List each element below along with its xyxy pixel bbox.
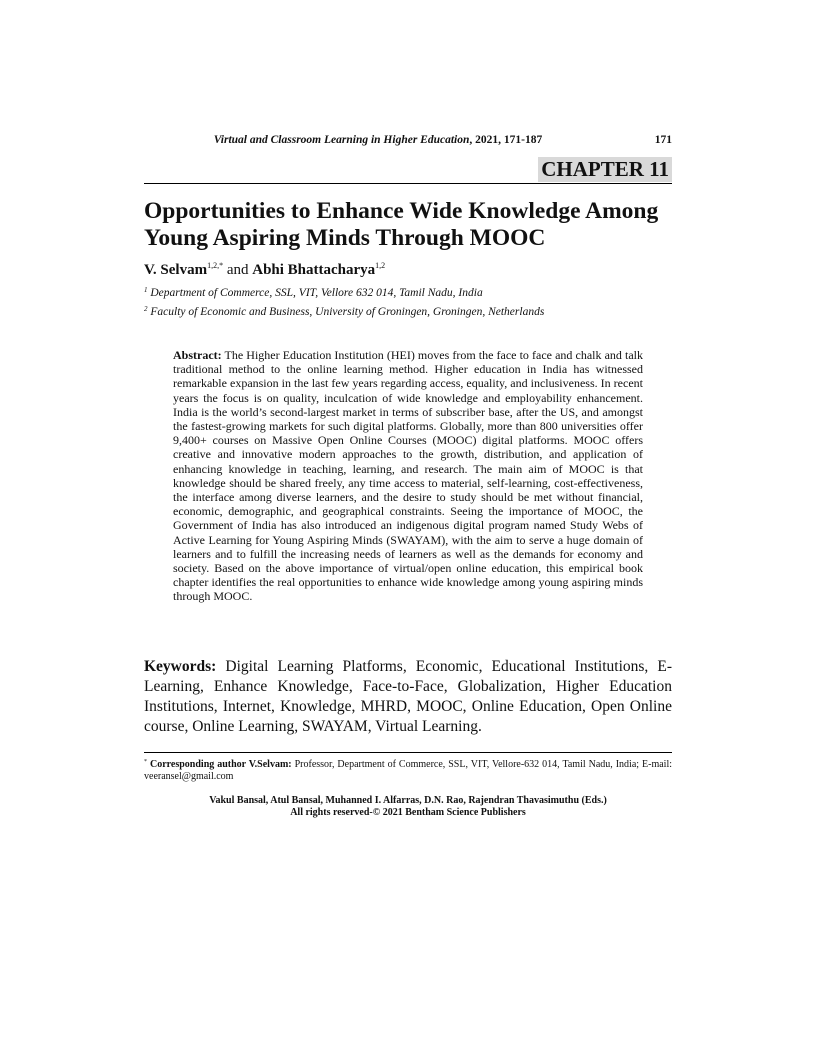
author-name: Abhi Bhattacharya — [252, 262, 376, 278]
author-line — [144, 261, 385, 279]
author-name: V. Selvam — [144, 262, 208, 278]
rights-line: All rights reserved-© 2021 Bentham Science Publishers — [290, 807, 526, 818]
chapter-title: Opportunities to Enhance Wide Knowledge Among Young Aspiring Minds Through MOOC — [144, 198, 659, 251]
affiliation-text: Faculty of Economic and Business, University of Groningen, Groningen, Netherlands — [150, 306, 545, 318]
abstract-text: The Higher Education Institution (HEI) moves from the face to face and chalk and talk traditional method to the online learning method. Higher education in India has witnessed remarkable expansion in the last few years regarding access, equality, and inclusiveness. In recent years the focus is on quality, inculcation of wide knowledge and employability enhancement. India is the world’s second-largest market in terms of subscriber base, after the US, and amongst the fastest-growing markets for such digital platforms. Globally, more than 800 universities offer 9,400+ courses on Massive Open Online Courses (MOOC) digital platforms. MOOC offers creative and innovative modern approaches to the growth, distribution, and application of enhancing knowledge in teaching, learning, and research. The main aim of MOOC is that knowledge should be shared freely, any time access to material, self-learning, cost-effectiveness, the interface among diverse learners, and the desire to study should be met without financial, economic, demographic, and geographical constraints. Seeing the importance of MOOC, the Government of India has also introduced an indigenous digital program named Study Webs of Active Learning for Young Aspiring Minds (SWAYAM), with the aim to serve a huge domain of learners and to fulfill the increasing needs of learners as well as the demands for economy and society. Based on the above importance of virtual/open online education, this empirical book chapter identifies the real opportunities to enhance wide knowledge among young aspiring minds through MOOC. — [173, 348, 643, 604]
chapter-label: CHAPTER 11 — [538, 157, 672, 182]
chapter-header — [144, 157, 672, 184]
affiliation-number: 2 — [144, 305, 148, 313]
author-affiliation-marker: 1,2 — [375, 261, 386, 270]
journal-title: Virtual and Classroom Learning in Higher Education — [213, 134, 470, 146]
author-affiliation-marker: 1,2,* — [207, 261, 224, 270]
author-joiner: and — [223, 262, 253, 278]
footnote — [144, 756, 672, 783]
footnote-divider — [144, 752, 672, 753]
abstract — [173, 348, 643, 604]
affiliation — [144, 305, 672, 318]
journal-volume-pages: , 2021, 171-187 — [469, 134, 543, 146]
journal-citation — [144, 134, 612, 146]
abstract-label: Abstract: — [173, 348, 222, 362]
editors-line: Vakul Bansal, Atul Bansal, Muhanned I. Alfarras, D.N. Rao, Rajendran Thavasimuthu (Eds.) — [209, 795, 607, 806]
keywords-text: Digital Learning Platforms, Economic, Educational Institutions, E-Learning, Enhance Knowledge, Face-to-Face, Globalization, Higher Education Institutions, Internet, Knowledge, MHRD, MOOC, Online Education, Open Online course, Online Learning, SWAYAM, Virtual Learning. — [144, 658, 672, 735]
footnote-text: Professor, Department of Commerce, SSL, VIT, Vellore-632 014, Tamil Nadu, India; E-mail: veeransel@gmail.com — [144, 759, 673, 782]
keywords-label: Keywords: — [144, 658, 217, 675]
footnote-marker: * — [144, 759, 147, 765]
affiliation — [144, 286, 672, 299]
affiliation-number: 1 — [144, 286, 148, 294]
footnote-label: Corresponding author V.Selvam: — [149, 759, 292, 770]
publisher-info — [144, 795, 672, 819]
page-number: 171 — [654, 134, 672, 146]
keywords — [144, 657, 672, 737]
affiliation-text: Department of Commerce, SSL, VIT, Vellore 632 014, Tamil Nadu, India — [150, 287, 483, 299]
